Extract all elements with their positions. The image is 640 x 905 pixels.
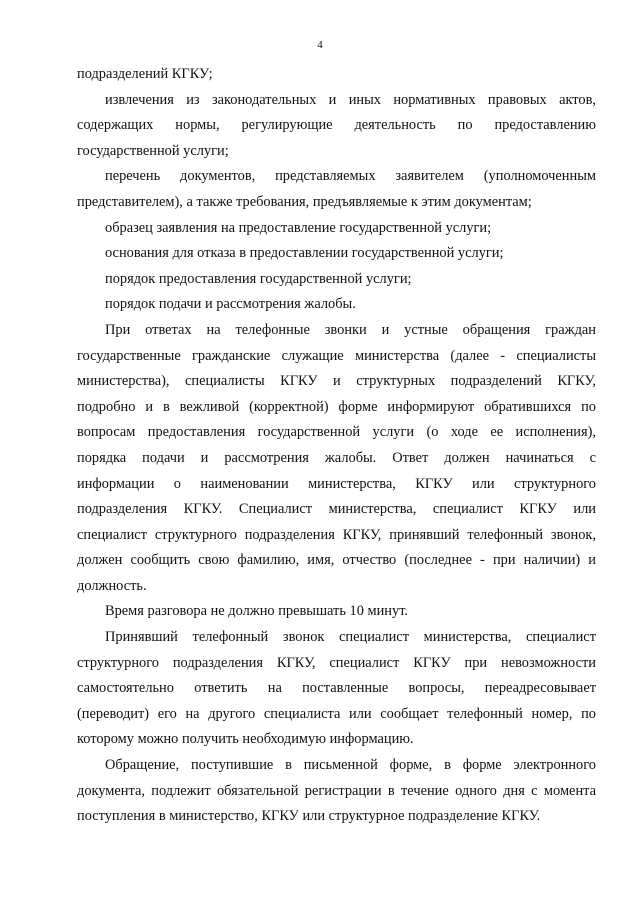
text-line: порядка подачи и рассмотрения жалобы. Ответ должен начинаться с xyxy=(77,449,596,466)
text-line: образец заявления на предоставление государственной услуги; xyxy=(105,219,492,236)
text-line: документа, подлежит обязательной регистрации в течение одного дня с момента xyxy=(77,782,596,799)
text-line: подразделения КГКУ. Специалист министерства, специалист КГКУ или xyxy=(77,501,596,518)
document-body xyxy=(77,62,596,830)
text-line: должность. xyxy=(77,577,147,594)
text-line: которому можно получить необходимую информацию. xyxy=(77,731,414,748)
text-line: государственной услуги; xyxy=(77,142,229,159)
text-line: порядок предоставления государственной услуги; xyxy=(105,270,412,287)
text-line: Время разговора не должно превышать 10 минут. xyxy=(105,603,409,620)
text-line: вопросам предоставления государственной услуги (о ходе ее исполнения), xyxy=(77,424,596,441)
text-line: порядок подачи и рассмотрения жалобы. xyxy=(105,296,356,313)
text-line: Принявший телефонный звонок специалист министерства, специалист xyxy=(105,629,596,646)
text-line: извлечения из законодательных и иных нормативных правовых актов, xyxy=(105,91,596,108)
text-line: Обращение, поступившие в письменной форме, в форме электронного xyxy=(105,757,596,774)
text-line: самостоятельно ответить на поставленные вопросы, переадресовывает xyxy=(77,680,596,697)
text-line: специалист структурного подразделения КГКУ, принявший телефонный звонок, xyxy=(77,526,596,543)
text-line: основания для отказа в предоставлении государственной услуги; xyxy=(105,245,504,262)
text-line: информации о наименовании министерства, КГКУ или структурного xyxy=(77,475,596,492)
text-line: перечень документов, представляемых заявителем (уполномоченным xyxy=(105,168,596,185)
page-number: 4 xyxy=(317,39,323,51)
text-line: содержащих нормы, регулирующие деятельность по предоставлению xyxy=(77,117,596,134)
text-line: министерства), специалисты КГКУ и структурных подразделений КГКУ, xyxy=(77,373,596,390)
text-line: государственные гражданские служащие министерства (далее - специалисты xyxy=(77,347,596,364)
text-line: поступления в министерство, КГКУ или структурное подразделение КГКУ. xyxy=(77,808,541,825)
text-line: При ответах на телефонные звонки и устные обращения граждан xyxy=(105,321,596,338)
text-line: представителем), а также требования, предъявляемые к этим документам; xyxy=(77,193,532,210)
text-line: структурного подразделения КГКУ, специалист КГКУ при невозможности xyxy=(77,654,596,671)
text-line: (переводит) его на другого специалиста или сообщает телефонный номер, по xyxy=(77,705,596,722)
text-line: должен сообщить свою фамилию, имя, отчество (последнее - при наличии) и xyxy=(77,552,596,569)
text-line: подробно и в вежливой (корректной) форме информируют обратившихся по xyxy=(77,398,596,415)
text-line: подразделений КГКУ; xyxy=(77,66,213,82)
